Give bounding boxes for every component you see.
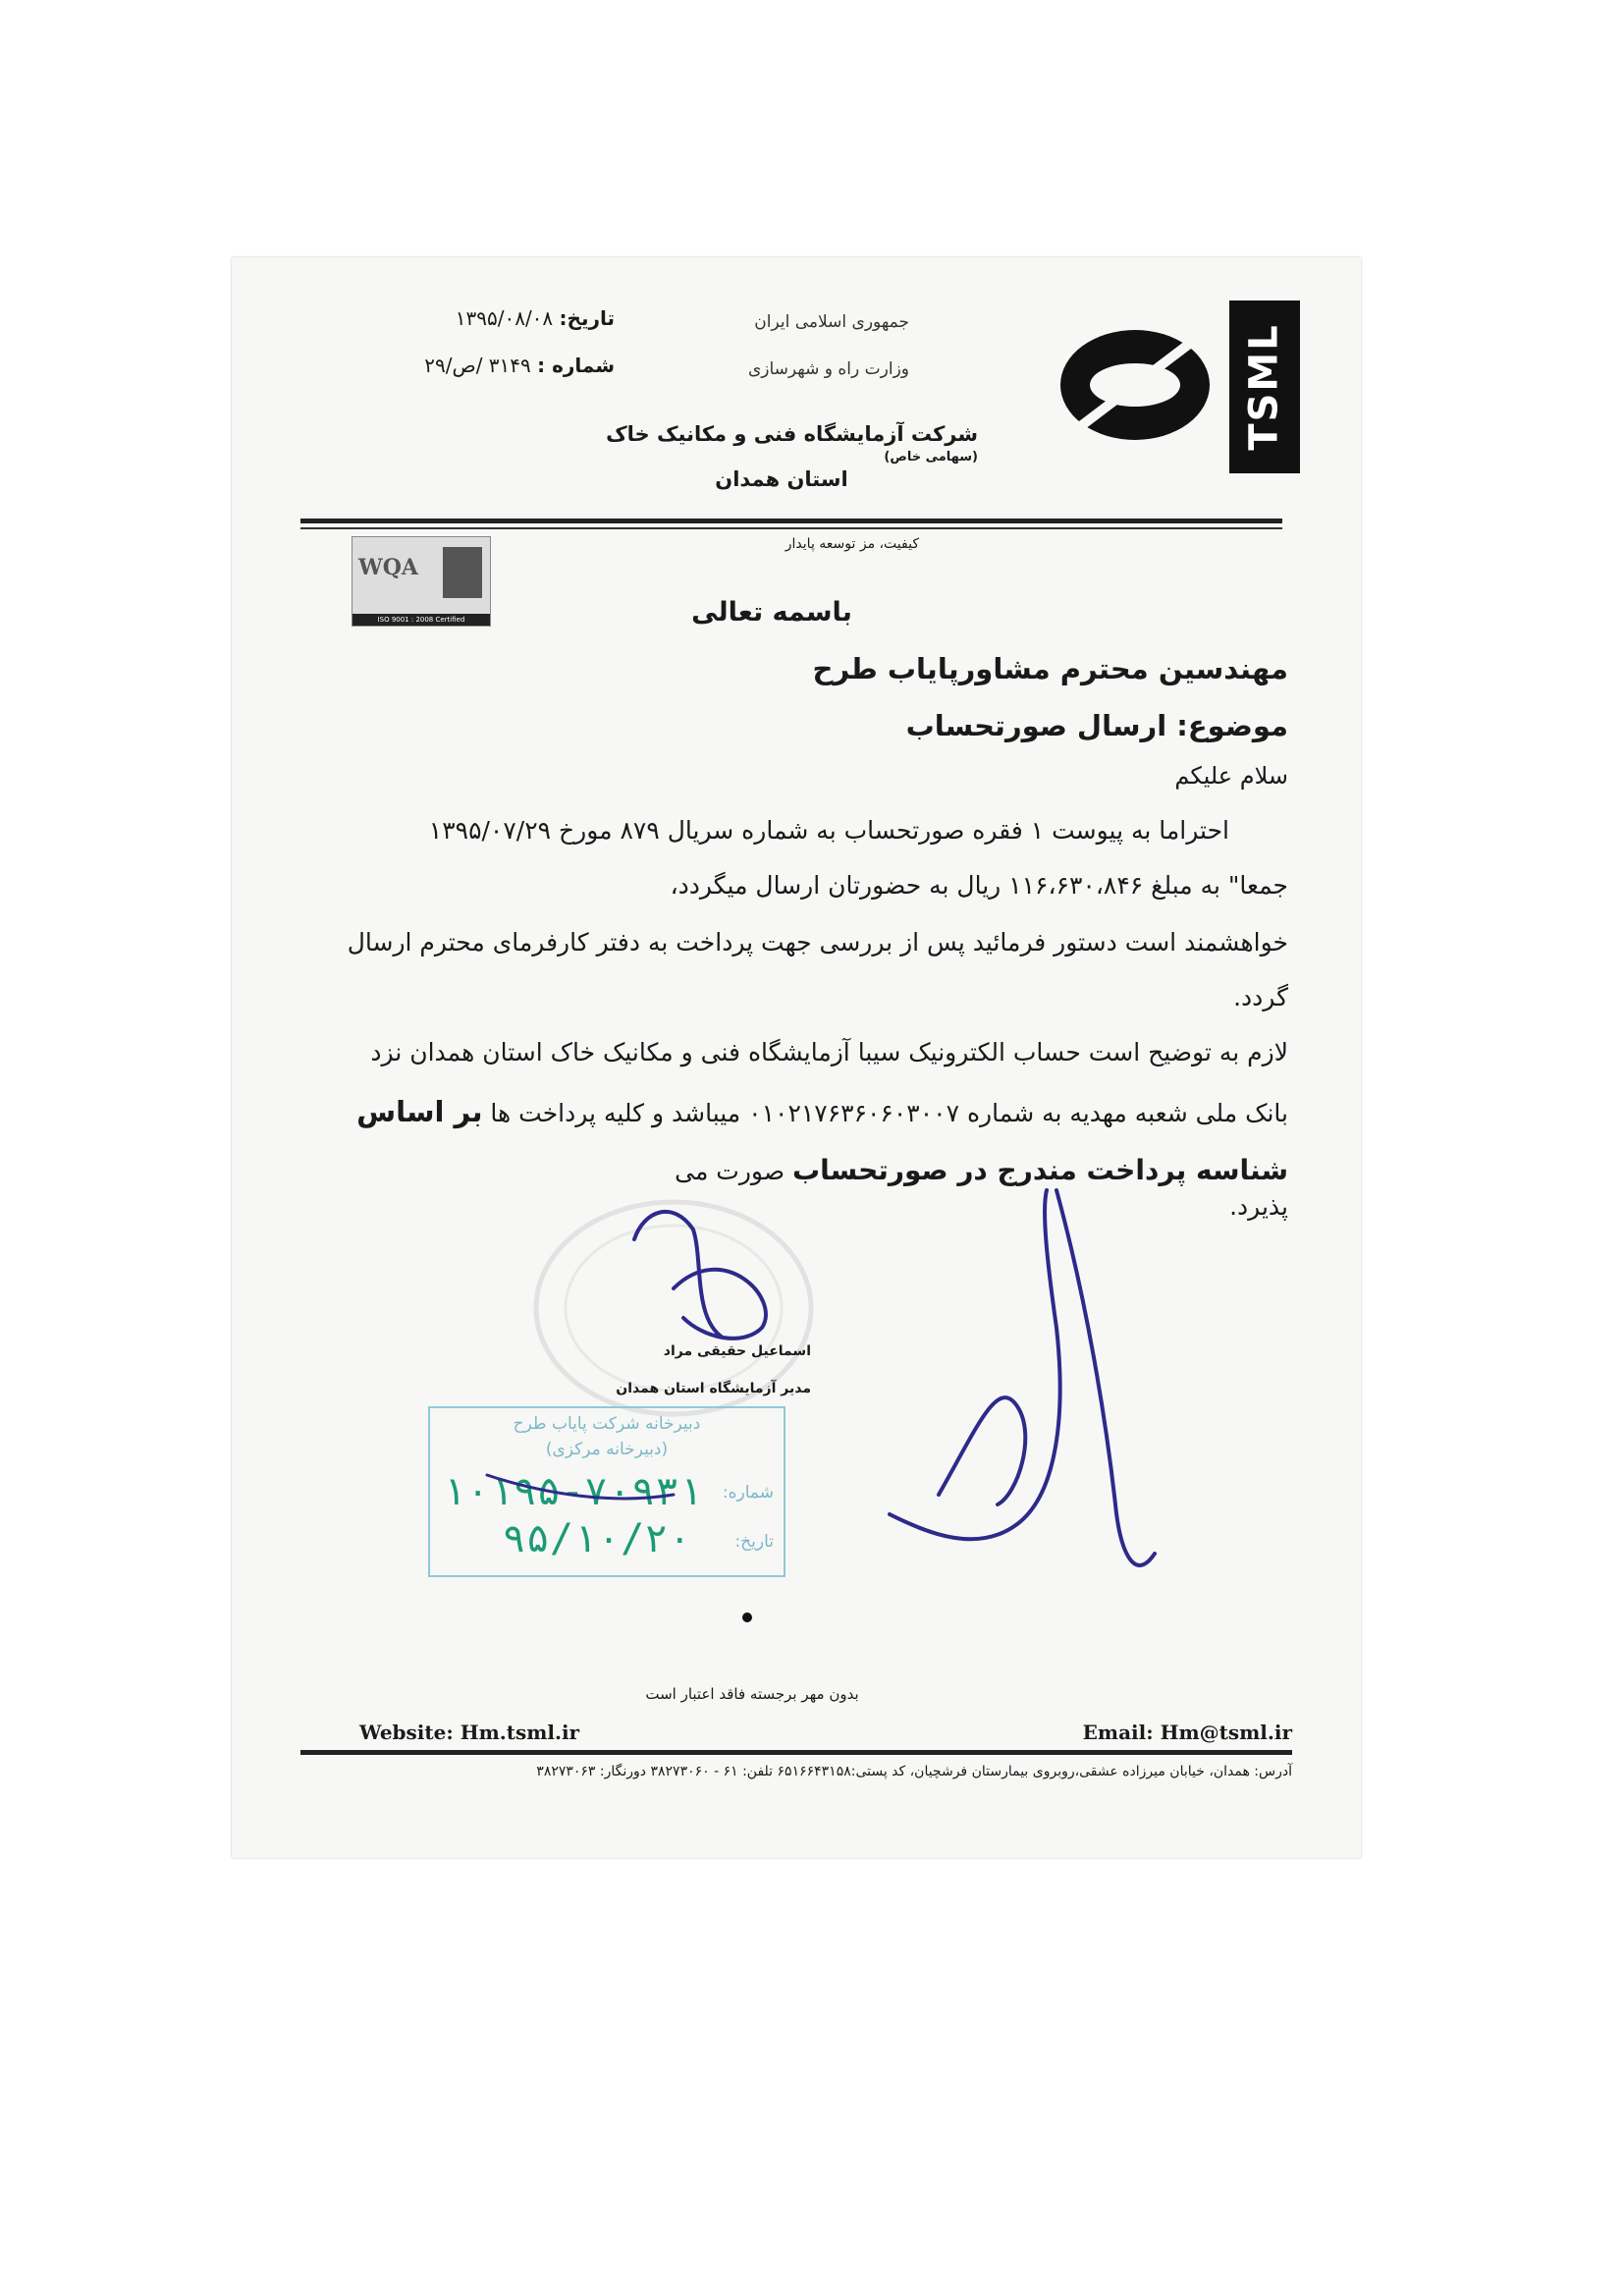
iso-certification-logo xyxy=(352,536,491,627)
stamp-date-value: ۹۵/۱۰/۲۰ xyxy=(502,1516,692,1561)
website-link[interactable]: Website: Hm.tsml.ir xyxy=(359,1721,580,1744)
stamp-date-label: تاریخ: xyxy=(734,1532,774,1552)
stamp-line-1: دبیرخانه شرکت پایاب طرح xyxy=(513,1414,701,1434)
tsml-logo xyxy=(1229,301,1300,473)
tagline: کیفیت، مز توسعه پایدار xyxy=(785,536,919,552)
company-name: شرکت آزمایشگاه فنی و مکانیک خاک xyxy=(606,422,978,446)
paragraph-2-line-1: خواهشمند است دستور فرمائید پس از بررسی جهت پرداخت به دفتر کارفرمای محترم ارسال xyxy=(347,928,1288,957)
footer-divider xyxy=(300,1750,1292,1755)
iso-strip: ISO 9001 : 2008 Certified xyxy=(352,614,490,626)
province-line: استان همدان xyxy=(715,467,848,491)
number-label: شماره : xyxy=(537,354,615,377)
date-value: ۱۳۹۵/۰۸/۰۸ xyxy=(455,306,554,330)
republic-line: جمهوری اسلامی ایران xyxy=(754,312,909,332)
paragraph-3-emphasis-2: شناسه پرداخت مندرج در صورتحساب xyxy=(792,1154,1288,1186)
wqa-text: WQA xyxy=(358,555,418,580)
paragraph-3-line-3-text: صورت می پذیرد. xyxy=(675,1157,1288,1221)
ministry-line: وزارت راه و شهرسازی xyxy=(747,359,909,379)
paragraph-3-line-1: لازم به توضیح است حساب الکترونیک سیبا آزمایشگاه فنی و مکانیک خاک استان همدان نزد xyxy=(370,1038,1288,1066)
subject: موضوع: ارسال صورتحساب xyxy=(905,709,1288,742)
tsml-emblem-icon xyxy=(1056,326,1214,444)
address-line: آدرس: همدان، خیابان میرزاده عشقی،روبروی بیمارستان فرشچیان، کد پستی:۶۵۱۶۶۴۳۱۵۸ تلفن: ۶۱ - ۳۸۲۷۳۰۶۰ دورنگار: ۳۸۲۷۳۰۶۳ xyxy=(536,1764,1292,1779)
stamp-number-value: ۱۰۱۹۵-۷۰۹۳۱ xyxy=(442,1469,703,1514)
company-type: (سهامی خاص) xyxy=(884,450,978,465)
paragraph-3-emphasis-1: بر اساس xyxy=(356,1095,483,1128)
stamp-number-label: شماره: xyxy=(722,1483,774,1503)
paragraph-2-line-2: گردد. xyxy=(1233,983,1288,1011)
paragraph-3-line-2-text: بانک ملی شعبه مهدیه به شماره ۰۱۰۲۱۷۶۳۶۰۶۰۳۰۰۷ میباشد و کلیه پرداخت ها xyxy=(482,1099,1288,1127)
ink-dot xyxy=(742,1613,752,1622)
logo-text: TSML xyxy=(1242,323,1288,451)
greeting: سلام علیکم xyxy=(1174,762,1288,790)
certificate-badge-icon xyxy=(443,547,482,598)
date-label: تاریخ: xyxy=(559,306,615,330)
letter-number xyxy=(330,354,615,377)
validity-note: بدون مهر برجسته فاقد اعتبار است xyxy=(645,1685,859,1703)
handwritten-signature xyxy=(467,1180,1272,1593)
number-value: ۳۱۴۹ /ص/۲۹ xyxy=(424,354,531,377)
header-divider-thin xyxy=(300,527,1282,529)
paragraph-1-line-2: جمعا" به مبلغ ۱۱۶،۶۳۰،۸۴۶ ریال به حضورتان ارسال میگردد، xyxy=(670,871,1288,900)
company-line xyxy=(566,422,978,465)
stamp-line-2: (دبیرخانه مرکزی) xyxy=(545,1440,669,1459)
letter-date xyxy=(330,306,615,330)
invocation: باسمه تعالی xyxy=(691,597,852,628)
paragraph-3-line-2 xyxy=(300,1094,1288,1131)
email-link[interactable]: Email: Hm@tsml.ir xyxy=(1082,1721,1292,1744)
signatory-name: اسماعیل حقیقی مراد xyxy=(663,1343,811,1359)
signatory-title: مدیر آزمایشگاه استان همدان xyxy=(616,1381,811,1396)
letter-sheet xyxy=(232,257,1361,1858)
paragraph-1-line-1: احتراما به پیوست ۱ فقره صورتحساب به شماره سریال ۸۷۹ مورخ ۱۳۹۵/۰۷/۲۹ xyxy=(428,816,1229,845)
header-divider xyxy=(300,519,1282,523)
recipient: مهندسین محترم مشاورپایاب طرح xyxy=(812,652,1288,685)
